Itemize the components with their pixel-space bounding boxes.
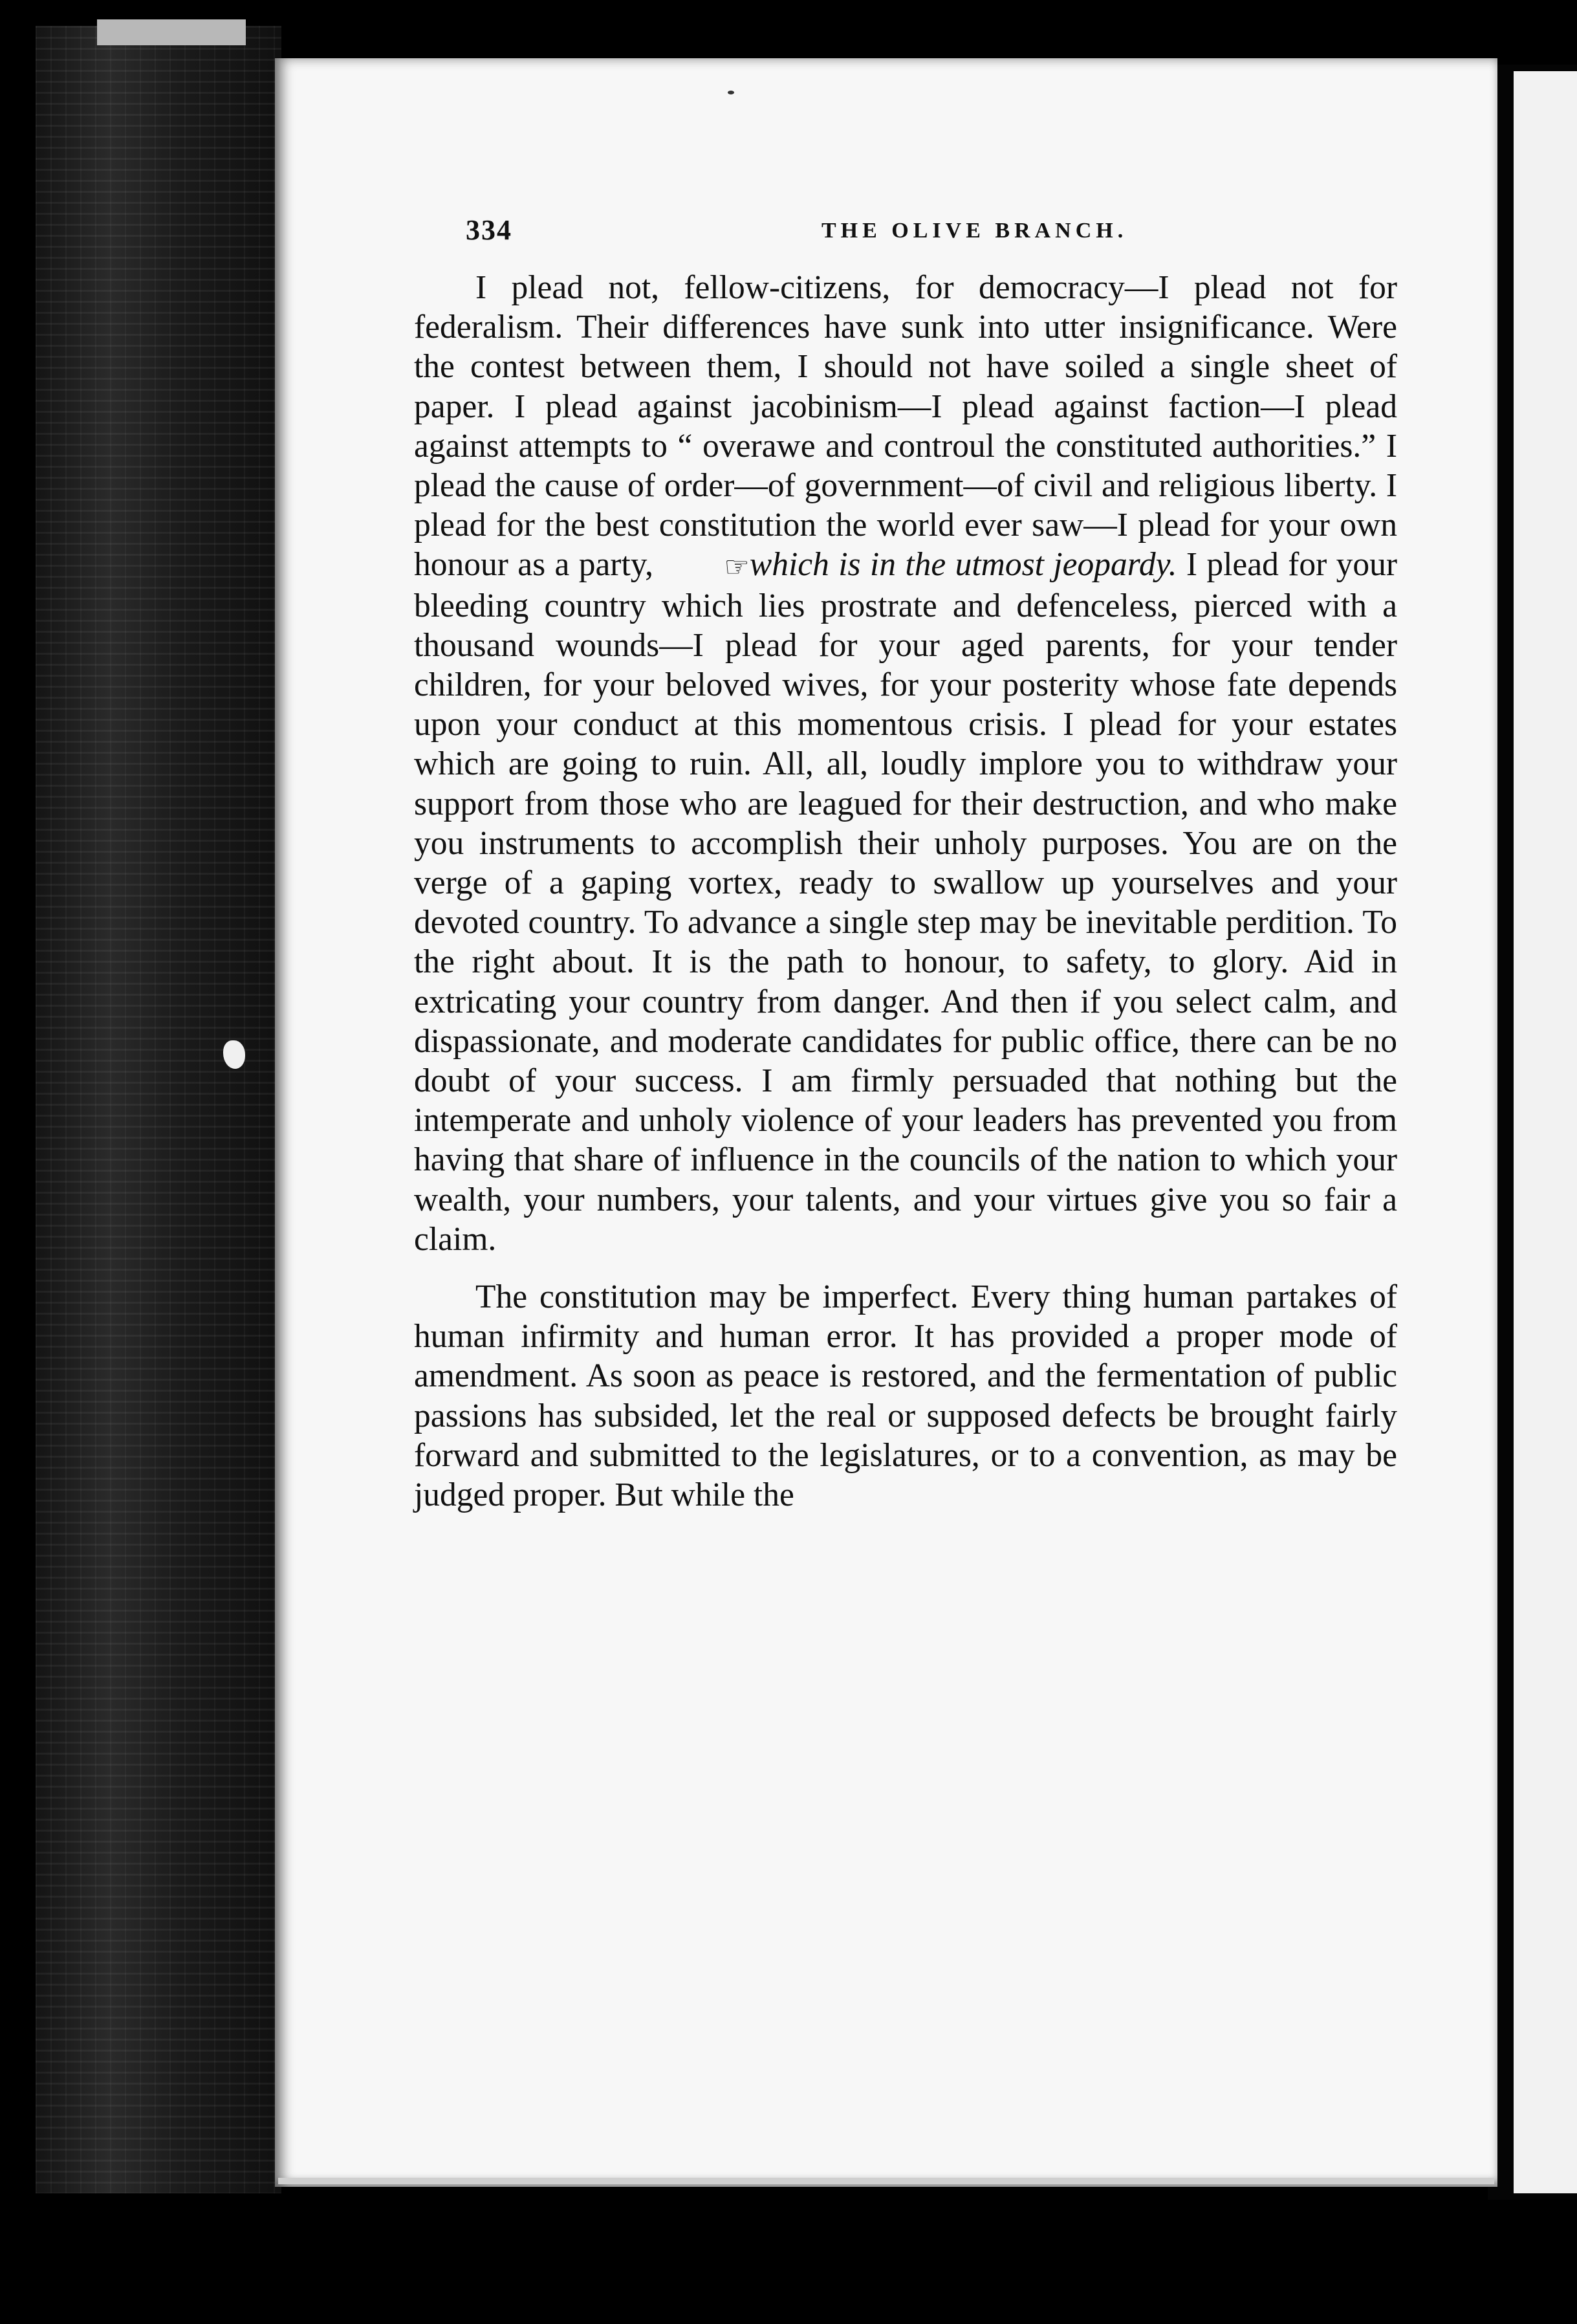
paper-damage-spot xyxy=(223,1040,245,1069)
facing-page-edge xyxy=(1514,71,1577,2193)
pointing-hand-icon: ☞ xyxy=(724,551,750,584)
page-bottom-edge xyxy=(278,2178,1494,2184)
paragraph-1 xyxy=(414,268,1397,1259)
emphasized-phrase: which is in the utmost jeopardy. xyxy=(749,546,1177,584)
binding-highlight xyxy=(97,19,246,45)
ink-speck xyxy=(728,91,734,94)
paragraph-2: The constitution may be imperfect. Every thing human partakes of human infirmity and human error. It has provided a proper mode of amendment. As soon as peace is restored, and the fermentation of public passions has subsided, let the real or supposed defects be brought fairly forward and submitted to the legislatures, or to a convention, as may be judged proper. But while the xyxy=(414,1278,1397,1514)
paragraph-1-text: I plead not, fellow-citizens, for democracy—I plead not for federalism. Their differences have sunk into utter insignificance. Were the contest between them, I should not have soiled a single sheet of paper. I plead against jacobinism—I plead against faction—I plead against attempts to “ overawe and controul the constituted authorities.” I plead the cause of order—of government—of civil and religious liberty. I plead for the best constitution the world ever saw—I plead for your own honour as a party, xyxy=(414,269,1397,584)
book-title: THE OLIVE BRANCH. xyxy=(821,219,1128,243)
paragraph-1-text-continued: I plead for your bleeding country which lies prostrate and defenceless, pierced with a thousand wounds—I plead for your aged parents, for your tender children, for your beloved wives, for your posterity whose fate depends upon your conduct at this momentous crisis. I plead for your estates which are going to ruin. All, all, loudly implore you to withdraw your support from those who are leagued for their destruction, and who make you instruments to accomplish their unholy purposes. You are on the verge of a gaping vortex, ready to swallow up yourselves and your devoted country. To advance a single step may be inevitable perdition. To the right about. It is the path to honour, to safety, to glory. Aid in extricating your country from danger. And then if you select calm, and dispassionate, and moderate candidates for public office, there can be no doubt of your success. I am firmly persuaded that nothing but the intemperate and unholy violence of your leaders has prevented you from having that share of influence in the councils of the nation to which your wealth, your numbers, your talents, and your virtues give you so fair a claim. xyxy=(414,546,1397,1258)
running-head xyxy=(414,214,1397,265)
page-text-block xyxy=(414,214,1397,1515)
book-binding-edge xyxy=(36,26,281,2193)
page-number: 334 xyxy=(466,214,512,246)
